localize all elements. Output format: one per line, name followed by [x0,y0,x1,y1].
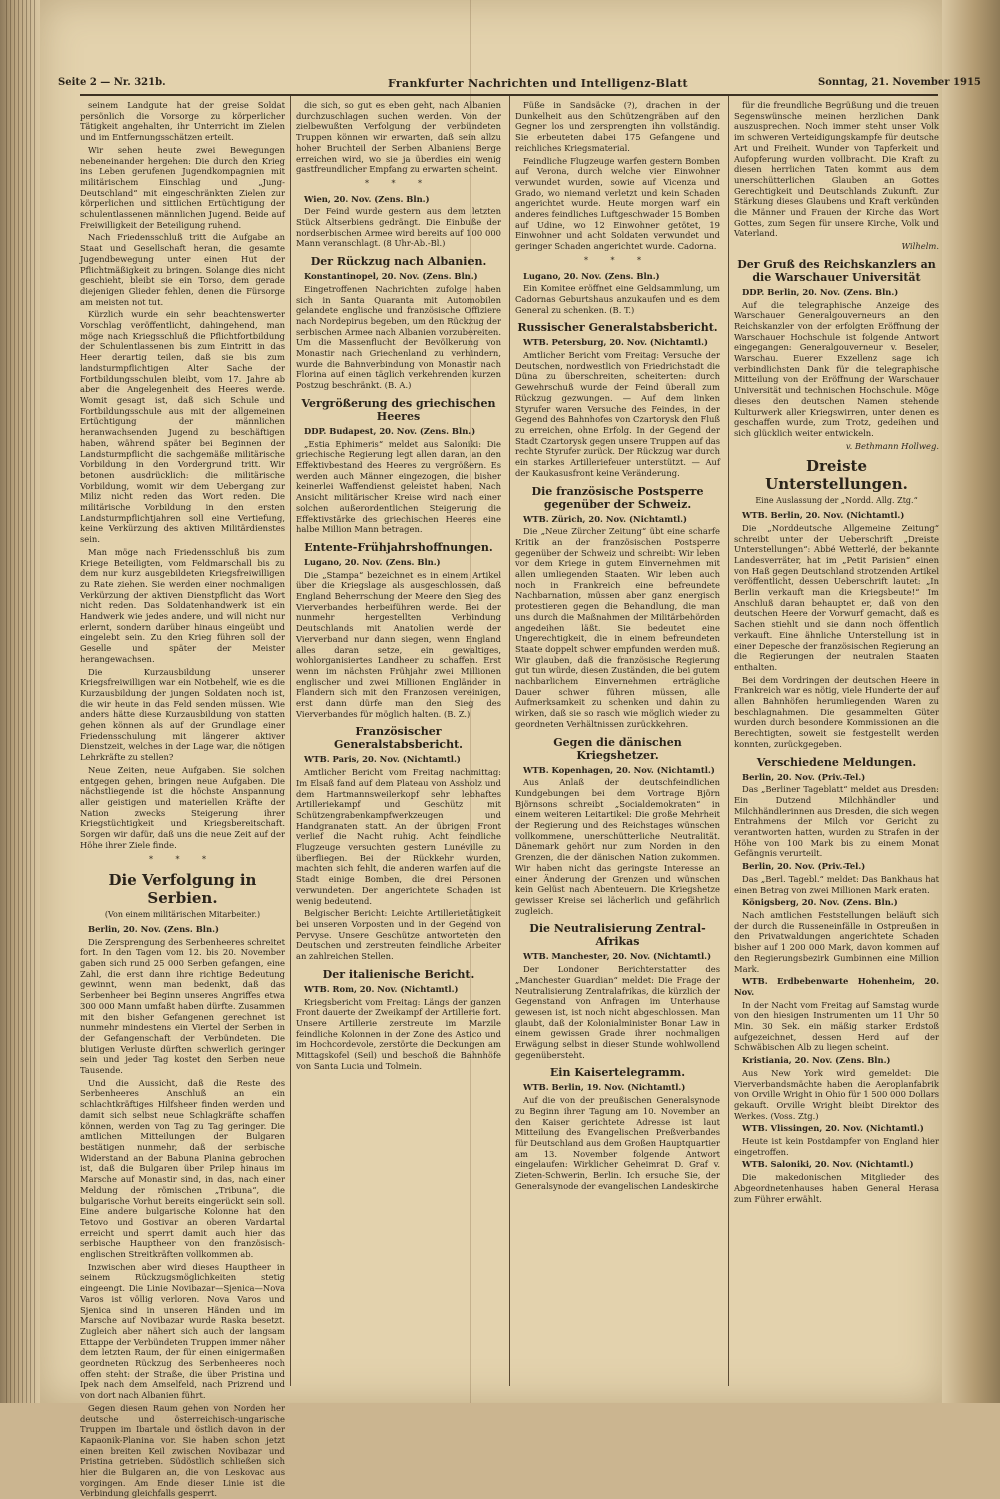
dateline: WTB. Berlin, 19. Nov. (Nichtamtl.) [523,1082,686,1093]
headline-unterstellungen: Dreiste Unterstellungen. [765,457,908,494]
article-paragraph: Nach amtlichen Feststellungen beläuft sich der durch die Russeneinfälle in Ostpreußen in den Privatwaldungen angerichtete Schaden bisher auf 1 200 000 Mark, davon kommen auf den Regierungsbezirk Gumbinnen eine Million Mark. [734,910,939,974]
signature: Wilhelm. [901,241,939,252]
headline-entente: Entente-Frühjahrshoffnungen. [304,540,493,554]
article-paragraph: Kürzlich wurde ein sehr beachtenswerter Vorschlag veröffentlicht, dahingehend, man möge nach Kriegsschluß die Pflichtfortbildung der Schulentlassenen bis zum Eintritt in das Heer derartig teilen, daß sie bis zum landsturmpflichtigen Alter Sache der Fortbildungsschulen bleibt, vom 17. Jahre ab aber die Angelegenheit des Heeres werde. Womit gesagt ist, daß sich Schule und Fortbildungsschule aus mit der allgemeinen Ertüchtigung der männlichen heranwachsenden Jugend zu beschäftigen haben, während später bei Beginnen der Landsturmpflicht die sachgemäße militärische Vorbildung in den Vordergrund tritt. Wir betonen ausdrücklich: die militärische Vorbildung, womit wir dem Uebergang zur Miliz nicht reden das Wort reden. Die militärische Vorbildung in den ersten Landsturmpflichtjahren soll eine Vertiefung, keine Verkürzung des aktiven Militärdienstes sein. [80,309,285,545]
dateline: Wien, 20. Nov. (Zens. Bln.) [304,193,430,204]
article-paragraph: Auf die telegraphische Anzeige des Warschauer Generalgouverneurs an den Reichskanzler von der erfolgten Eröffnung der Warschauer Hochschule ist folgende Antwort eingegangen: Generalgouverneur v. Beseler, Warschau. Euerer Exzellenz sage ich verbindlichsten Dank für die telegraphische Mitteilung von der Eröffnung der Warschauer Universität und technischen Hochschule. Möge dieses den deutschen Namen stehende Kulturwerk aller Kriegswirren, unter denen es geschaffen wurde, zum Trotz, gedeihen und sich glücklich weiter entwickeln. [734,299,939,438]
article-paragraph: Die „Norddeutsche Allgemeine Zeitung“ schreibt unter der Ueberschrift „Dreiste Unterstellungen“: Abbé Wetterlé, der bekannte Landesverräter, hat im „Petit Parisien“ einen von Haß gegen Deutschland strotzenden Artikel veröffentlicht, dessen Ueberschrift lautet: „In Berlin verkauft man die Kriegsbeute!“ Im Anschluß daran behauptet er, daß von den deutschen Heere der Vorwurf gemacht, daß es Sachen stiehlt und sie dann noch öffentlich verkauft. Eine ähnliche Unterstellung ist in einer Depesche der französischen Regierung an die Regierungen der neutralen Staaten enthalten. [734,522,939,672]
page-number: Seite 2 — Nr. 321b. [58,77,166,88]
column-2 [296,100,501,1390]
article-paragraph: seinem Landgute hat der greise Soldat persönlich die Vorsorge zu körperlicher Tätigkeit angehalten, ihr Unterricht im Zielen und im Entfernungsschätzen erteilt. [80,100,285,143]
article-paragraph: Amtlicher Bericht vom Freitag: Versuche der Deutschen, nordwestlich von Friedrichstadt die Düna zu überschreiten, scheiterten: durch Gewehrschuß wurde der Feind überall zum Rückzug gezwungen. — Auf dem linken Styrufer waren Versuche des Feindes, in der Gegend des Bahnhofes von Czartorysk den Fluß zu erreichen, ohne Erfolg. In der Gegend der Stadt Czartorysk gegen unsere Truppen auf das rechte Styrufer zurück. Der Rückzug war durch ein starkes Artilleriefeuer unterstützt. — Auf der Kaukasusfront keine Veränderung. [515,350,720,478]
article-paragraph: Der Feind wurde gestern aus dem letzten Stück Altserbiens gedrängt. Die Einbuße der nordserbischen Armee wird bereits auf 100 000 Mann veranschlagt. (8 Uhr-Ab.-Bl.) [296,206,501,249]
article-paragraph: Der Londoner Berichterstatter des „Manchester Guardian“ meldet: Die Frage der Neutralisierung Zentralafrikas, die kürzlich der Gegenstand von Anfragen im Unterhause gewesen ist, ist noch nicht abgeschlossen. Man glaubt, daß der Kolonialminister Bonar Law in einem gewissen Grade ihrer nochmaligen Erwägung selbst in dieser Stunde wohlwollend gegenübersteht. [515,964,720,1060]
article-paragraph: Die Kurzausbildung unserer Kriegsfreiwilligen war ein Notbehelf, wie es die Kurzausbildung der jungen Soldaten noch ist, die wir heute in das Feld senden müssen. Wie anders hätte diese Kurzausbildung von statten gehen können als auf der Grundlage einer Friedensschulung mit längerer aktiver Dienstzeit, welches in der Lage war, die nötigen Lehrkräfte zu stellen? [80,666,285,763]
article-paragraph: Ein Komitee eröffnet eine Geldsammlung, um Cadornas Geburtshaus anzukaufen und es dem General zu schenken. (B. T.) [515,283,720,315]
dateline: Berlin, 20. Nov. (Priv.-Tel.) [742,861,866,872]
article-paragraph: Kriegsbericht vom Freitag: Längs der ganzen Front dauerte der Zweikampf der Artillerie fort. Unsere Artillerie zerstreute im Marzile feindliche Kolonnen in der Zone des Astico und im Hochcordevole, zerstörte die Deckungen am Mittagskofel (Seil) und beschoß die Bahnhöfe von Santa Lucia und Tolmein. [296,996,501,1071]
dateline: Berlin, 20. Nov. (Zens. Bln.) [88,923,219,934]
headline-franz-generalstab: Französischer Generalstabsbericht. [333,725,464,752]
dateline: WTB. Saloniki, 20. Nov. (Nichtamtl.) [742,1159,914,1170]
headline-griechisches-heer: Vergrößerung des griechischen Heeres [301,396,496,423]
page-stack-edge-right [942,0,1000,1403]
dateline: Berlin, 20. Nov. (Priv.-Tel.) [742,771,866,782]
signature: v. Bethmann Hollweg. [845,440,939,451]
page-stack-lines [6,0,36,1403]
column-4 [734,100,939,1390]
column-3 [515,100,720,1390]
article-paragraph: Belgischer Bericht: Leichte Artillerietätigkeit bei unseren Vorposten und in der Gegend von Pervyse. Unsere Geschütze antworteten den Deutschen und zerstreuten feindliche Arbeiter an zahlreichen Stellen. [296,908,501,962]
headline-kaisertelegramm: Ein Kaisertelegramm. [549,1066,686,1080]
headline-meldungen: Verschiedene Meldungen. [756,755,917,769]
headline-russ-generalstab: Russischer Generalstabsbericht. [517,321,718,335]
dateline: WTB. Manchester, 20. Nov. (Nichtamtl.) [523,951,712,962]
headline-albanien: Der Rückzug nach Albanien. [310,255,487,269]
dateline: DDP. Budapest, 20. Nov. (Zens. Bln.) [304,425,476,436]
article-paragraph: Die makedonischen Mitglieder des Abgeordnetenhauses haben General Herasa zum Führer erwählt. [734,1172,939,1204]
dateline: Kristiania, 20. Nov. (Zens. Bln.) [742,1055,891,1066]
headline-serbien: Die Verfolgung in Serbien. [108,871,257,908]
article-paragraph: Heute ist kein Postdampfer von England hier eingetroffen. [734,1136,939,1157]
article-paragraph: Die „Neue Zürcher Zeitung“ übt eine scharfe Kritik an der französischen Postsperre gegenüber der Schweiz und schreibt: Wir leben vor dem Kriege in gutem Einvernehmen mit allen umliegenden Staaten. Wir leben auch noch in Frankreich eine befreundete Nachbarnation, müssen aber ganz energisch protestieren gegen die Behandlung, die man uns durch die Maßnahmen der Militärbehörden angedeihen läßt. Sie bedeutet eine Ungerechtigkeit, die in einem befreundeten Staate doppelt schwer empfunden werden muß. Wir glauben, daß die französische Regierung gut tun würde, diesen Zuständen, die bei gutem nachbarlichem Einvernehmen erträgliche Dauer schwer führen müssen, alle Aufmerksamkeit zu schenken und dahin zu wirken, daß sie so rasch wie möglich wieder zu geordneten Verhältnissen zurückkehren. [515,526,720,729]
subheadline: (Von einem militärischen Mitarbeiter.) [104,910,261,920]
masthead-title: Frankfurter Nachrichten und Intelligenz-Blatt [388,77,688,90]
dateline: WTB. Kopenhagen, 20. Nov. (Nichtamtl.) [523,764,715,775]
dateline: WTB. Paris, 20. Nov. (Nichtamtl.) [304,754,461,765]
section-divider: * * * [148,854,217,864]
dateline: WTB. Rom, 20. Nov. (Nichtamtl.) [304,983,459,994]
article-paragraph: für die freundliche Begrüßung und die treuen Segenswünsche meinen herzlichen Dank auszusprechen. Noch immer steht unser Volk im schweren Verteidigungskampfe für deutsche Art und Freiheit. Wunder von Tapferkeit und Aufopferung wurden vollbracht. Die Kraft zu diesen herrlichen Taten kommt aus dem unerschütterlichen Glauben an Gottes Gerechtigkeit und Deutschlands Zukunft. Zur Stärkung dieses Glaubens und Kraft verkünden die Männer und Frauen der Kirche das Wort Gottes, zum Segen für unsere Kirche, Volk und Vaterland. [734,100,939,239]
subheadline: Eine Auslassung der „Nordd. Allg. Ztg.“ [755,496,918,506]
column-rule [290,96,291,1386]
article-paragraph: Und die Aussicht, daß die Reste des Serbenheeres Anschluß an ein schlachtkräftiges Hilfsheer finden werden und damit sich selbst neue Schlagkräfte schaffen können, werden von Tag zu Tag geringer. Die amtlichen Mitteilungen der Bulgaren bestätigen nunmehr, daß der serbische Widerstand an der Babuna Planina gebrochen ist, daß die Bulgaren über Prilep hinaus im Marsche auf Monastir sind, in das, nach einer Meldung der römischen „Tribuna“, die bulgarische Vorhut bereits eingerückt sein soll. Eine andere bulgarische Kolonne hat den Tetovo und Gostivar an oberen Vardartal erreicht und sperrt damit auch hier das serbische Hauptheer von den französisch-englischen Streitkräften vollkommen ab. [80,1077,285,1260]
article-paragraph: Amtlicher Bericht vom Freitag nachmittag: Im Elsaß fand auf dem Plateau von Assholz und dem Hartmannsweilerkopf sehr lebhaftes Artilleriekampf und Geschütz mit Schützengrabenkampfwerkzeugen und Handgranaten statt. An der übrigen Front verlief die Nacht ruhig. Acht feindliche Flugzeuge versuchten gestern Lunéville zu überfliegen. Bei der Rückkehr wurden, machten sich fehlt, die anderen warfen auf die Stadt einige Bomben, die drei Personen verwundeten. Der angerichtete Schaden ist wenig bedeutend. [296,767,501,906]
article-paragraph: Feindliche Flugzeuge warfen gestern Bomben auf Verona, durch welche vier Einwohner verwundet wurden, sowie auf Vicenza und Grado, wo niemand verletzt und kein Schaden angerichtet wurde. Heute morgen warf ein anderes feindliches Luftgeschwader 15 Bomben auf Udine, wo 12 Einwohner getötet, 19 Einwohner und acht Soldaten verwundet und geringer Schaden angerichtet wurde. Cadorna. [515,155,720,252]
article-paragraph: Inzwischen aber wird dieses Hauptheer in seinem Rückzugsmöglichkeiten stetig eingeengt. Die Linie Novibazar—Sjenica—Nova Varos ist völlig verloren. Nova Varos und Sjenica sind in unseren Händen und im Marsche auf Novibazar wurde Raska besetzt. Zugleich aber nähert sich auch der langsam Ettappe der Verbündeten Truppen immer näher dem letzten Raum, der für einen einigermaßen geordneten Rückzug des Serbenheeres noch offen steht: der Straße, die über Pristina und Ipek nach dem Amselfeld, nach Prizrend und von dort nach Albanien führt. [80,1261,285,1401]
dateline: DDP. Berlin, 20. Nov. (Zens. Bln.) [742,286,899,297]
headline-ital-bericht: Der italienische Bericht. [322,967,475,981]
dateline: Konstantinopel, 20. Nov. (Zens. Bln.) [304,271,478,282]
article-paragraph: die sich, so gut es eben geht, nach Albanien durchzuschlagen suchen werden. Von der zielbewußten Verfolgung der verbündeten Truppen können wir erwarten, daß sein allzu hoher Bruchteil der Serben Albaniens Berge erreichen wird, wo sie ja überdies ein wenig gastfreundlicher Empfang zu erwarten scheint. [296,100,501,175]
article-paragraph: Nach Friedensschluß tritt die Aufgabe an Staat und Gesellschaft heran, die gesamte Jugendbewegung unter einen Hut der Pflichtmäßigkeit zu bringen. Solange dies nicht geschieht, bleibt sie ein Torso, dem gerade diejenigen Glieder fehlen, denen die Fürsorge am meisten not tut. [80,232,285,307]
article-paragraph: „Estia Ephimeris“ meldet aus Saloniki: Die griechische Regierung legt allen daran, an den Effektivbestand des Heeres zu vergrößern. Es werden auch Männer eingezogen, die bisher keinerlei Waffendienst geleistet haben. Nach Ansicht militärischer Kreise wird nach einer solchen außerordentlichen Steigerung die Effektivstärke des griechischen Heeres eine halbe Million Mann betragen. [296,438,501,535]
dateline: WTB. Petersburg, 20. Nov. (Nichtamtl.) [523,337,708,348]
article-paragraph: Das „Berliner Tageblatt“ meldet aus Dresden: Ein Dutzend Milchhändler und Milchhändlerinnen aus Dresden, die sich wegen Entrahmens der Milch vor Gericht zu verantworten hatten, wurden zu Strafen in der Höhe von 100 Mark bis zu einem Monat Gefängnis verurteilt. [734,784,939,859]
dateline: Lugano, 20. Nov. (Zens. Bln.) [523,270,660,281]
dateline: Königsberg, 20. Nov. (Zens. Bln.) [742,897,898,908]
article-paragraph: Wir sehen heute zwei Bewegungen nebeneinander hergehen: Die durch den Krieg ins Leben gerufenen Jugendkompagnien mit militärischem Einschlag und „Jung-Deutschland“ mit eingeschränkten Zielen zur körperlichen und sittlichen Ertüchtigung der schulentlassenen männlichen Jugend. Beide auf Freiwilligkeit der Beteiligung ruhend. [80,144,285,230]
article-paragraph: Gegen diesen Raum gehen von Norden her deutsche und österreichisch-ungarische Truppen im Ibartale und östlich davon in der Kapaonik-Planina vor. Sie haben schon jetzt einen breiten Keil zwischen Novibazar und Pristina getrieben. Südöstlich schließen sich hier die Bulgaren an, die von Leskovac aus vorgingen. Am Ende dieser Linie ist die Verbindung gleichfalls gesperrt. [80,1402,285,1499]
dateline: WTB. Erdbebenwarte Hohenheim, 20. Nov. [734,976,939,997]
column-1 [80,100,285,1499]
headline-postsperre: Die französische Postsperre gegenüber der Schweiz. [531,484,704,511]
article-paragraph: Bei dem Vordringen der deutschen Heere in Frankreich war es nötig, viele Hunderte der auf allen Bahnhöfen herumliegenden Waren zu beschlagnahmen. Die gesammelten Güter wurden durch besondere Kommissionen an die Berechtigten, soweit sie festgestellt werden konnten, zurückgegeben. [734,674,939,749]
article-paragraph: Auf die von der preußischen Generalsynode zu Beginn ihrer Tagung am 10. November an den Kaiser gerichtete Adresse ist laut Mitteilung des Evangelischen Preßverbandes für Deutschland aus dem Großen Hauptquartier am 13. November folgende Antwort eingelaufen: Wirklicher Geheimrat D. Graf v. Zieten-Schwerin, Berlin. Ich ersuche Sie, der Generalsynode der evangelischen Landeskirche [515,1095,720,1191]
dateline: WTB. Berlin, 20. Nov. (Nichtamtl.) [742,510,905,521]
issue-date: Sonntag, 21. November 1915 [818,77,981,88]
section-divider: * * * [583,255,652,265]
article-paragraph: Das „Berl. Tagebl.“ meldet: Das Bankhaus hat einen Betrag von zwei Millionen Mark eraten. [734,873,939,895]
headline-reichskanzler: Der Gruß des Reichskanzlers an die Warschauer Universität [737,257,936,284]
dateline: Lugano, 20. Nov. (Zens. Bln.) [304,556,441,567]
page-header [58,74,981,94]
article-paragraph: Aus New York wird gemeldet: Die Vierverbandsmächte haben die Aeroplanfabrik von Orville Wright in Ohio für 1 500 000 Dollars gekauft. Orville Wright bleibt Direktor des Werkes. (Voss. Ztg.) [734,1067,940,1121]
article-paragraph: Die Zersprengung des Serbenheeres schreitet fort. In den Tagen vom 12. bis 20. November gaben sich rund 25 000 Serben gefangen, eine Zahl, die erst dann ihre richtige Bedeutung gewinnt, wenn man bedenkt, daß das Serbenheer bei Beginn unseres Angriffes etwa 300 000 Mann umfaßt haben dürfte. Zusammen mit den bisher Gefangenen gerechnet ist nunmehr mindestens ein Viertel der Serben in der Gefangenschaft der Verbündeten. Die blutigen Verluste dürften schwerlich geringer sein und jeder Tag kostet den Serben neue Tausende. [80,936,285,1076]
article-paragraph: Die „Stampa“ bezeichnet es in einem Artikel über die Kriegslage als ausgeschlossen, daß England Beherrschung der Meere den Sieg des Vierverbandes herbeiführen werde. Bei der nunmehr hergestellten Verbindung Deutschlands mit Anatolien werde der Vierverband nur dann siegen, wenn England alles daran setze, ein gewaltiges, wohlorganisiertes Landheer zu schaffen. Erst wenn im nächsten Frühjahr zwei Millionen englischer und zwei Millionen Engländer in Flandern sich mit den Franzosen vereinigen, erst dann dürfe man den Sieg des Vierverbandes für möglich halten. (B. Z.) [296,569,501,719]
dateline: WTB. Vlissingen, 20. Nov. (Nichtamtl.) [742,1123,924,1134]
article-paragraph: Eingetroffenen Nachrichten zufolge haben sich in Santa Quaranta mit Automobilen gelandete englische und französische Offiziere nach Nordepirus begeben, um den Rückzug der serbischen Armee nach Albanien vorzubereiten. Um die Massenflucht der Bevölkerung von Monastir nach Griechenland zu verhindern, wurde die Bahnverbindung von Monastir nach Florina auf einen täglich verkehrenden kurzen Postzug beschränkt. (B. A.) [296,283,501,391]
headline-zentral-afrika: Die Neutralisierung Zentral-Afrikas [529,922,706,949]
section-divider: * * * [364,178,433,188]
column-rule [728,96,729,1386]
headline-kriegshetzer: Gegen die dänischen Kriegshetzer. [553,735,682,762]
article-paragraph: Neue Zeiten, neue Aufgaben. Sie solchen entgegen gehen, bringen neue Aufgaben. Die nächstliegende ist die höchste Anspannung aller geistigen und materiellen Kräfte der Nation zwecks Steigerung ihrer Kriegstüchtigkeit und Kriegsbereitschaft. Sorgen wir dafür, daß uns die neue Zeit auf der Höhe ihrer Ziele finde. [80,764,285,850]
article-paragraph: Füße in Sandsäcke (?), drachen in der Dunkelheit aus den Schützengräben auf den Gegner los und zersprengten ihn vollständig. Sie erbeuteten dabei 175 Gefangene und reichliches Kriegsmaterial. [515,100,720,153]
column-rule [509,96,510,1386]
article-paragraph: Aus Anlaß der deutschfeindlichen Kundgebungen bei dem Vortrage Björn Björnsons schreibt „Socialdemokraten“ in einem weiteren Leitartikel: Die große Mehrheit der Regierung und des Reichstages wünschen vollkommene, unerschütterliche Neutralität. Dänemark gehört nur zum Norden in den Grenzen, die der dänischen Nation zukommen. Wir haben nicht das geringste Interesse an einer Änderung der Grenzen und wünschen kein Gelüst nach Abenteuern. Die Kriegshetze gewisser Kreise sei lächerlich und gefährlich zugleich. [515,777,720,916]
article-paragraph: In der Nacht vom Freitag auf Samstag wurde von den hiesigen Instrumenten um 11 Uhr 50 Min. 30 Sek. ein mäßig starker Erdstoß aufgezeichnet, dessen Herd auf der Schwäbischen Alb zu liegen scheint. [734,999,939,1053]
article-paragraph: Man möge nach Friedensschluß bis zum Kriege Beteiligten, vom Feldmarschall bis zu dem nur kurz ausgebildeten Kriegsfreiwilligen zu Rate ziehen. Sie werden einer nochmaligen Verkürzung der aktiven Dienstpflicht das Wort nicht reden. Das Soldatenhandwerk ist ein Handwerk wie jedes andere, und will nicht nur erlernt, sondern darüber hinaus eingeübt und eingelebt sein. Zu den Krieg führen soll der Geselle und später der Meister herangewachsen. [80,546,285,664]
dateline: WTB. Zürich, 20. Nov. (Nichtamtl.) [523,513,688,524]
